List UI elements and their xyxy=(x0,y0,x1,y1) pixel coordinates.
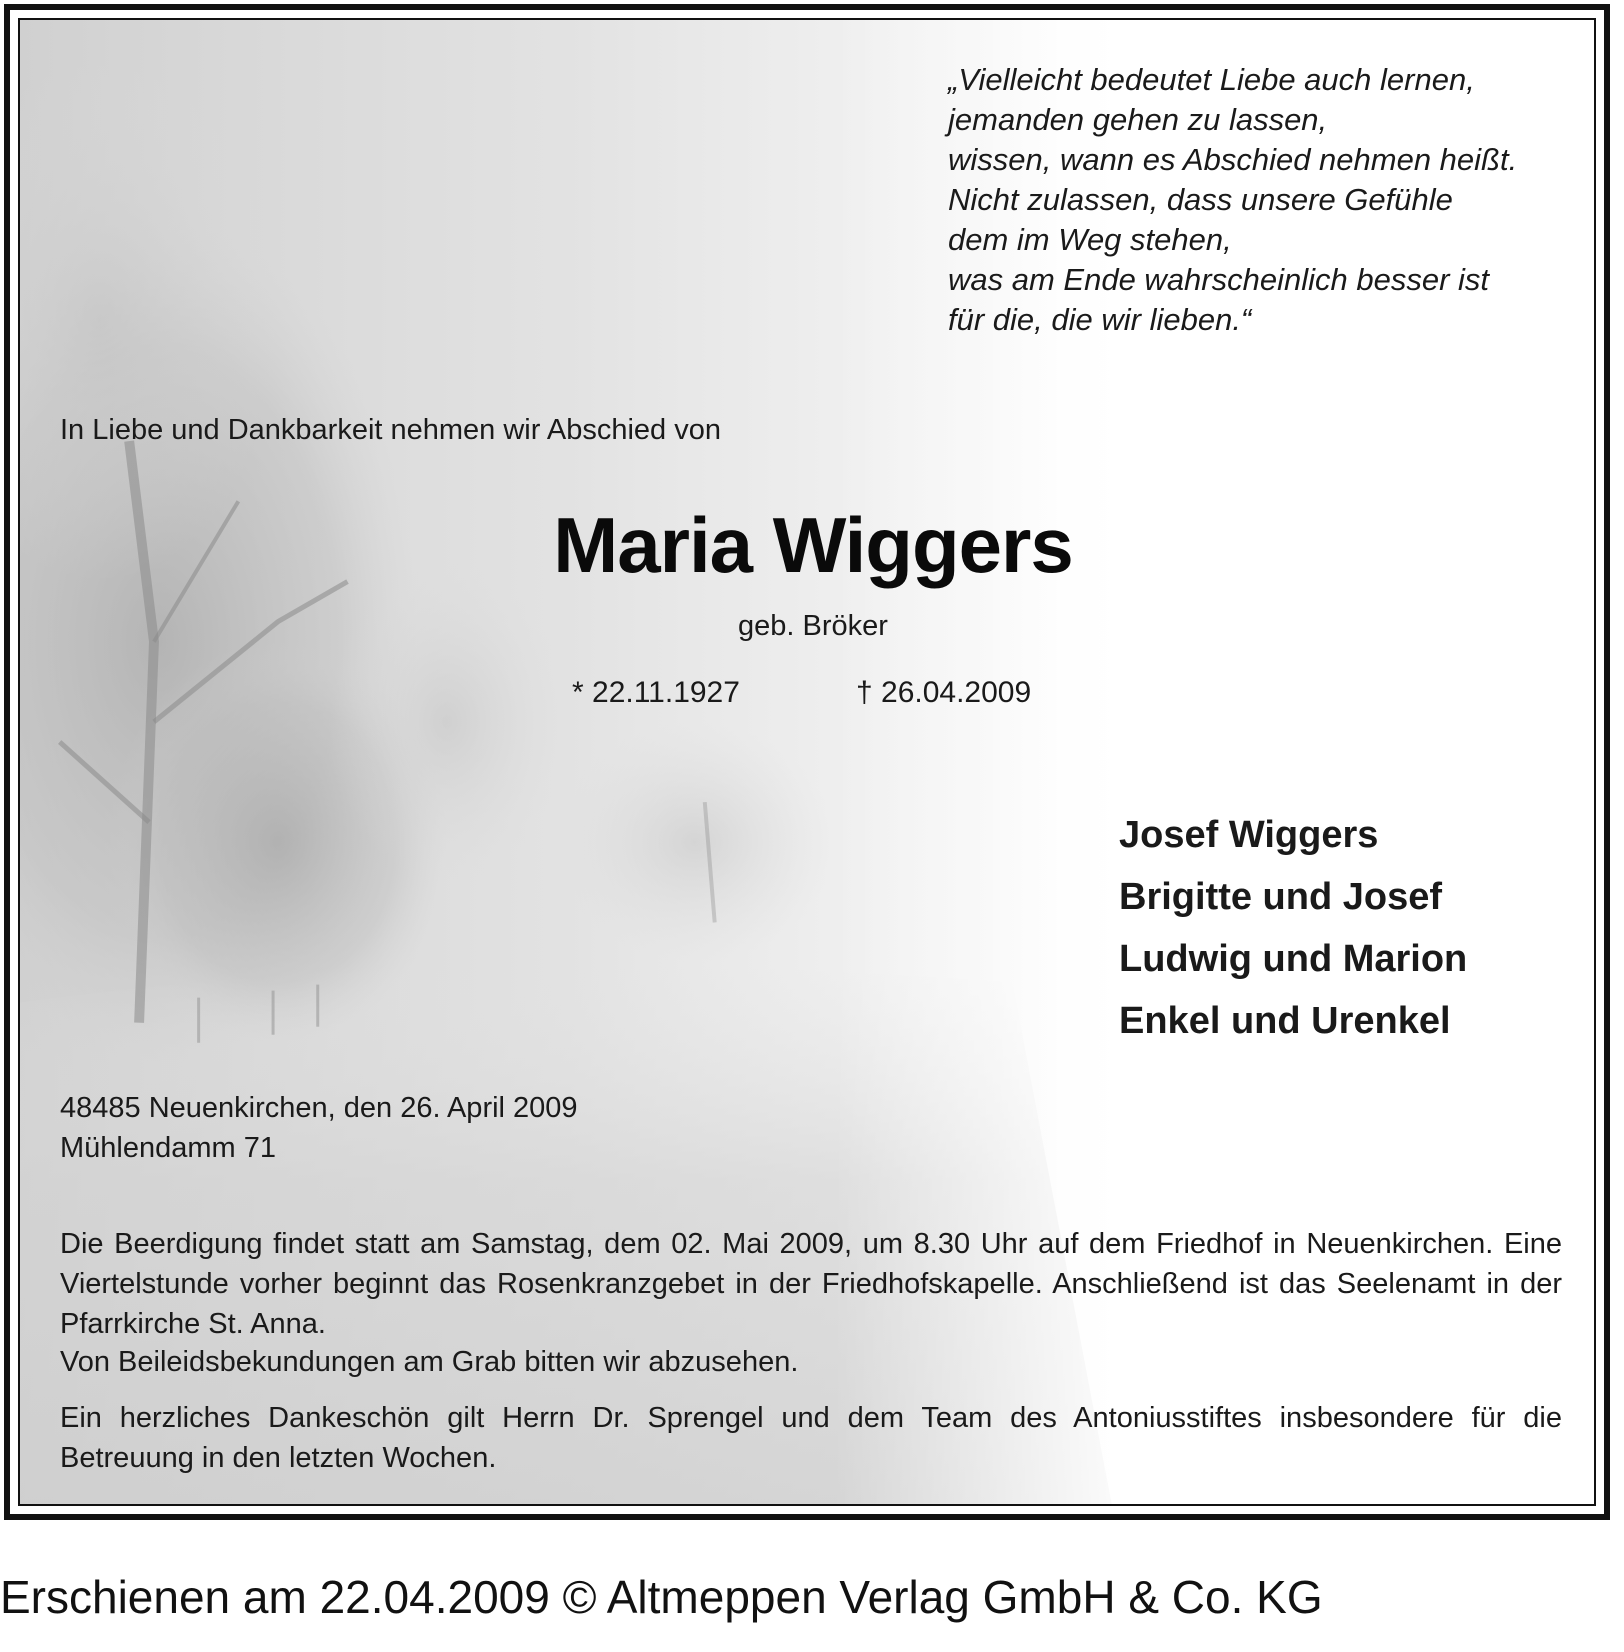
publication-footer: Erschienen am 22.04.2009 © Altmeppen Verlag GmbH & Co. KG xyxy=(0,1571,1323,1623)
mourners-list xyxy=(1119,804,1467,1052)
quote-line: wissen, wann es Abschied nehmen heißt. xyxy=(948,142,1518,177)
mourner-entry: Ludwig und Marion xyxy=(1119,938,1468,980)
quote-line: jemanden gehen zu lassen, xyxy=(948,102,1328,137)
deceased-name: Maria Wiggers xyxy=(553,501,1073,589)
quote-line: Nicht zulassen, dass unsere Gefühle xyxy=(948,182,1453,217)
thanks-note: Ein herzliches Dankeschön gilt Herrn Dr. Sprengel und dem Team des Antoniusstiftes insbesondere für die Betreuung in den letzten Wochen. xyxy=(60,1402,1562,1474)
obituary-notice xyxy=(4,4,1610,1520)
place-and-address xyxy=(60,1088,578,1168)
address: Mühlendamm 71 xyxy=(60,1132,276,1164)
funeral-info: Die Beerdigung findet statt am Samstag, dem 02. Mai 2009, um 8.30 Uhr auf dem Friedhof in Neuenkirchen. Eine Viertelstunde vorher beginnt das Rosenkranzgebet in der Friedhofskapelle. Anschließend ist das Seelenamt in der Pfarrkirche St. Anna. xyxy=(60,1228,1562,1340)
farewell-intro: In Liebe und Dankbarkeit nehmen wir Abschied von xyxy=(60,414,721,446)
mourner-entry: Brigitte und Josef xyxy=(1119,876,1443,918)
condolence-note: Von Beileidsbekundungen am Grab bitten wir abzusehen. xyxy=(60,1346,799,1378)
notice-inner-border xyxy=(18,18,1596,1506)
quote-line: für die, die wir lieben.“ xyxy=(948,302,1252,337)
place-date: 48485 Neuenkirchen, den 26. April 2009 xyxy=(60,1092,578,1124)
mourner-entry: Enkel und Urenkel xyxy=(1119,1000,1451,1042)
maiden-name: geb. Bröker xyxy=(738,610,888,642)
quote-line: „Vielleicht bedeutet Liebe auch lernen, xyxy=(948,62,1475,97)
quote-line: was am Ende wahrscheinlich besser ist xyxy=(948,262,1490,297)
mourner-entry: Josef Wiggers xyxy=(1119,814,1379,856)
death-date: † 26.04.2009 xyxy=(856,676,1032,709)
birth-date: * 22.11.1927 xyxy=(572,676,740,709)
quote-block xyxy=(948,60,1588,340)
quote-line: dem im Weg stehen, xyxy=(948,222,1232,257)
